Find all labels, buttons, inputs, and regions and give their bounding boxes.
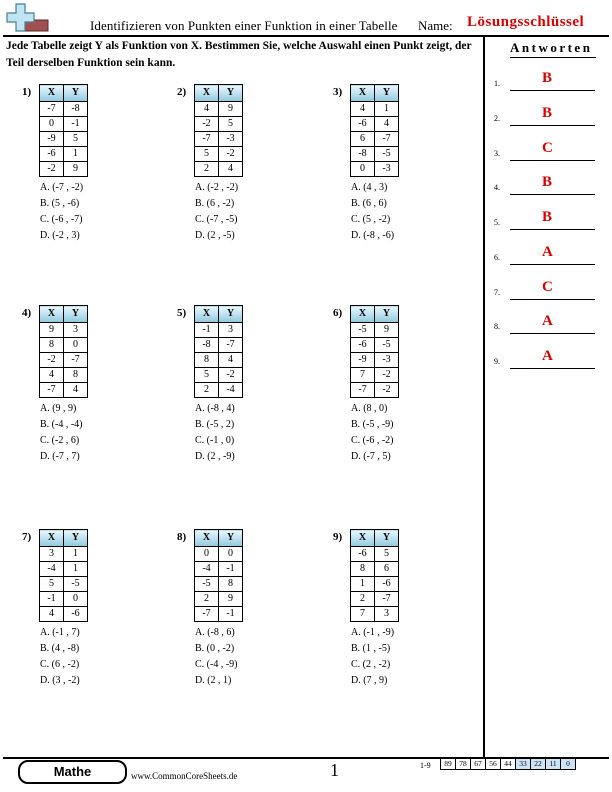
table-row — [40, 102, 88, 117]
table-row — [195, 383, 243, 398]
answer-row — [494, 244, 604, 267]
y-cell: 4 — [375, 117, 399, 132]
y-cell: 9 — [64, 162, 88, 177]
y-cell: -1 — [64, 117, 88, 132]
y-cell: 9 — [375, 323, 399, 338]
answer-option[interactable]: D. (-7 , 7) — [40, 451, 80, 462]
answer-option[interactable]: B. (4 , -8) — [40, 643, 80, 654]
y-cell: -7 — [219, 338, 243, 353]
table-row — [351, 592, 399, 607]
x-cell: -7 — [351, 383, 375, 398]
x-header: X — [40, 306, 64, 323]
problem — [177, 82, 317, 252]
x-cell: -1 — [195, 323, 219, 338]
worksheet-logo — [6, 3, 70, 35]
x-cell: 6 — [351, 132, 375, 147]
xy-table — [194, 529, 243, 622]
y-cell: 9 — [219, 102, 243, 117]
table-row — [40, 368, 88, 383]
table-row — [40, 162, 88, 177]
xy-table — [39, 84, 88, 177]
x-cell: -7 — [195, 132, 219, 147]
y-cell: -6 — [64, 607, 88, 622]
answer-value: C — [542, 140, 553, 156]
table-row — [40, 547, 88, 562]
y-cell: 4 — [64, 383, 88, 398]
x-cell: -6 — [351, 338, 375, 353]
x-cell: 9 — [40, 323, 64, 338]
x-cell: -6 — [40, 147, 64, 162]
answer-options — [40, 625, 80, 689]
x-cell: -5 — [351, 323, 375, 338]
y-header: Y — [375, 306, 399, 323]
problem-number: 1) — [22, 86, 32, 98]
x-cell: 8 — [195, 353, 219, 368]
header-divider — [3, 35, 609, 37]
answer-line[interactable] — [510, 333, 595, 334]
problem-number: 5) — [177, 307, 187, 319]
xy-table — [194, 305, 243, 398]
y-cell: 9 — [219, 592, 243, 607]
problem — [333, 527, 473, 697]
x-cell: 3 — [40, 547, 64, 562]
xy-table — [350, 305, 399, 398]
answer-value: C — [542, 279, 553, 295]
x-header: X — [40, 530, 64, 547]
x-header: X — [40, 85, 64, 102]
table-row — [351, 607, 399, 622]
answer-option[interactable]: B. (1 , -5) — [351, 643, 391, 654]
answer-number: 7. — [494, 288, 500, 297]
y-cell: -2 — [375, 368, 399, 383]
table-row — [195, 162, 243, 177]
x-cell: 8 — [351, 562, 375, 577]
table-row — [351, 383, 399, 398]
answer-line[interactable] — [510, 125, 595, 126]
answer-option[interactable]: D. (7 , 9) — [351, 675, 388, 686]
y-cell: -7 — [375, 592, 399, 607]
y-cell: 0 — [64, 338, 88, 353]
answer-options — [40, 401, 83, 465]
answer-line[interactable] — [510, 90, 595, 91]
score-cell: 11 — [546, 759, 561, 770]
y-header: Y — [219, 530, 243, 547]
x-cell: 5 — [195, 147, 219, 162]
table-row — [40, 383, 88, 398]
table-row — [40, 117, 88, 132]
table-row — [40, 607, 88, 622]
table-row — [351, 132, 399, 147]
answer-option[interactable]: C. (5 , -2) — [351, 214, 391, 225]
y-cell: -2 — [219, 368, 243, 383]
score-cell: 0 — [561, 759, 576, 770]
x-cell: 0 — [195, 547, 219, 562]
problem — [22, 82, 162, 252]
y-cell: -1 — [219, 607, 243, 622]
x-cell: -7 — [40, 102, 64, 117]
x-cell: 2 — [195, 162, 219, 177]
answer-row — [494, 209, 604, 232]
y-cell: 6 — [375, 562, 399, 577]
table-row — [40, 147, 88, 162]
x-cell: -9 — [351, 353, 375, 368]
y-cell: 3 — [219, 323, 243, 338]
answer-option[interactable]: D. (2 , 1) — [195, 675, 232, 686]
problem-number: 7) — [22, 531, 32, 543]
answer-option[interactable]: A. (8 , 0) — [351, 403, 388, 414]
y-cell: -6 — [375, 577, 399, 592]
website-text: www.CommonCoreSheets.de — [131, 771, 238, 781]
answer-option[interactable]: D. (2 , -5) — [195, 230, 235, 241]
table-row — [40, 338, 88, 353]
answer-option[interactable]: A. (-1 , -9) — [351, 627, 395, 638]
answer-option[interactable]: A. (-1 , 7) — [40, 627, 80, 638]
x-cell: 4 — [351, 102, 375, 117]
y-cell: 8 — [219, 577, 243, 592]
y-cell: 1 — [64, 147, 88, 162]
x-cell: -2 — [40, 162, 64, 177]
y-cell: -2 — [375, 383, 399, 398]
answers-title: Antworten — [510, 40, 593, 55]
answer-option[interactable]: C. (2 , -2) — [351, 659, 391, 670]
x-cell: 4 — [40, 368, 64, 383]
x-cell: -2 — [195, 117, 219, 132]
y-header: Y — [64, 85, 88, 102]
table-row — [195, 102, 243, 117]
answer-options — [195, 625, 238, 689]
answer-value: B — [542, 105, 553, 121]
answer-line[interactable] — [510, 264, 595, 265]
y-cell: 5 — [375, 547, 399, 562]
y-cell: 1 — [375, 102, 399, 117]
answer-column-divider — [483, 35, 485, 758]
answer-option[interactable]: B. (-4 , -4) — [40, 419, 83, 430]
x-cell: -6 — [351, 117, 375, 132]
answer-option[interactable]: A. (4 , 3) — [351, 182, 388, 193]
answer-option[interactable]: C. (6 , -2) — [40, 659, 80, 670]
answer-option[interactable]: A. (9 , 9) — [40, 403, 77, 414]
x-cell: -4 — [195, 562, 219, 577]
xy-table — [350, 84, 399, 177]
answer-row — [494, 105, 604, 128]
answer-value: A — [542, 348, 553, 364]
table-row — [351, 162, 399, 177]
y-cell: -3 — [219, 132, 243, 147]
y-cell: 1 — [64, 562, 88, 577]
answer-line[interactable] — [510, 194, 595, 195]
table-row — [195, 147, 243, 162]
y-cell: 4 — [219, 162, 243, 177]
x-cell: -1 — [40, 592, 64, 607]
answer-option[interactable]: B. (5 , -6) — [40, 198, 80, 209]
x-cell: 4 — [195, 102, 219, 117]
answers-title-underline — [510, 57, 596, 58]
x-cell: -5 — [195, 577, 219, 592]
table-row — [195, 607, 243, 622]
problem — [333, 303, 473, 473]
table-row — [351, 323, 399, 338]
answer-line[interactable] — [510, 229, 595, 230]
answer-value: A — [542, 244, 553, 260]
x-header: X — [351, 530, 375, 547]
y-cell: 5 — [64, 132, 88, 147]
y-header: Y — [219, 85, 243, 102]
y-cell: 8 — [64, 368, 88, 383]
answer-options — [351, 625, 394, 689]
table-row — [351, 147, 399, 162]
answer-option[interactable]: A. (-2 , -2) — [195, 182, 239, 193]
problem-number: 8) — [177, 531, 187, 543]
y-cell: 0 — [64, 592, 88, 607]
answer-row — [494, 174, 604, 197]
x-header: X — [195, 85, 219, 102]
table-row — [40, 592, 88, 607]
y-cell: 0 — [219, 547, 243, 562]
table-row — [351, 117, 399, 132]
y-header: Y — [64, 530, 88, 547]
score-cell: 89 — [441, 759, 456, 770]
y-cell: -1 — [219, 562, 243, 577]
x-header: X — [195, 306, 219, 323]
y-cell: -8 — [64, 102, 88, 117]
answer-number: 6. — [494, 253, 500, 262]
answer-row — [494, 70, 604, 93]
answer-option[interactable]: C. (-2 , 6) — [40, 435, 80, 446]
table-row — [195, 338, 243, 353]
x-cell: 2 — [195, 592, 219, 607]
table-row — [195, 117, 243, 132]
answer-option[interactable]: C. (-1 , 0) — [195, 435, 235, 446]
problem-number: 2) — [177, 86, 187, 98]
table-row — [40, 577, 88, 592]
answer-option[interactable]: C. (-7 , -5) — [195, 214, 238, 225]
problem-number: 3) — [333, 86, 343, 98]
answer-row — [494, 279, 604, 302]
y-cell: 4 — [219, 353, 243, 368]
answer-option[interactable]: A. (-7 , -2) — [40, 182, 84, 193]
y-header: Y — [375, 530, 399, 547]
answer-row — [494, 313, 604, 336]
x-cell: 0 — [40, 117, 64, 132]
x-cell: -8 — [195, 338, 219, 353]
answer-option[interactable]: D. (3 , -2) — [40, 675, 80, 686]
problem — [22, 303, 162, 473]
answer-option[interactable]: D. (-7 , 5) — [351, 451, 391, 462]
y-cell: -3 — [375, 353, 399, 368]
answer-number: 8. — [494, 322, 500, 331]
x-cell: -2 — [40, 353, 64, 368]
problem — [22, 527, 162, 697]
y-header: Y — [64, 306, 88, 323]
x-cell: -9 — [40, 132, 64, 147]
score-cell: 67 — [471, 759, 486, 770]
y-cell: 5 — [219, 117, 243, 132]
table-row — [195, 353, 243, 368]
x-cell: 7 — [351, 368, 375, 383]
worksheet-title: Identifizieren von Punkten einer Funktion in einer Tabelle — [90, 18, 398, 33]
name-label: Name: — [418, 18, 453, 33]
answer-option[interactable]: D. (-8 , -6) — [351, 230, 395, 241]
x-cell: 7 — [351, 607, 375, 622]
table-row — [40, 353, 88, 368]
score-cell: 78 — [456, 759, 471, 770]
answer-number: 3. — [494, 149, 500, 158]
answer-number: 4. — [494, 183, 500, 192]
x-cell: 1 — [351, 577, 375, 592]
y-cell: 1 — [64, 547, 88, 562]
answer-option[interactable]: B. (-5 , -9) — [351, 419, 394, 430]
score-cell: 56 — [486, 759, 501, 770]
xy-table — [39, 529, 88, 622]
table-row — [195, 547, 243, 562]
xy-table — [350, 529, 399, 622]
answer-line[interactable] — [510, 160, 595, 161]
answer-option[interactable]: B. (6 , 6) — [351, 198, 387, 209]
page-number: 1 — [330, 760, 339, 780]
answer-options — [40, 180, 83, 244]
answer-option[interactable]: D. (2 , -9) — [195, 451, 235, 462]
x-header: X — [351, 85, 375, 102]
problem — [333, 82, 473, 252]
y-cell: -3 — [375, 162, 399, 177]
y-cell: -2 — [219, 147, 243, 162]
y-cell: 3 — [64, 323, 88, 338]
answer-option[interactable]: B. (-5 , 2) — [195, 419, 235, 430]
answer-option[interactable]: C. (-4 , -9) — [195, 659, 238, 670]
y-header: Y — [219, 306, 243, 323]
x-cell: 0 — [351, 162, 375, 177]
answer-number: 9. — [494, 357, 500, 366]
x-cell: 5 — [195, 368, 219, 383]
x-cell: -4 — [40, 562, 64, 577]
x-cell: -7 — [195, 607, 219, 622]
answer-options — [195, 401, 235, 465]
answer-number: 2. — [494, 114, 500, 123]
y-cell: -7 — [64, 353, 88, 368]
problem — [177, 527, 317, 697]
y-cell: -4 — [219, 383, 243, 398]
answer-option[interactable]: A. (-8 , 4) — [195, 403, 235, 414]
answer-options — [195, 180, 238, 244]
x-cell: -8 — [351, 147, 375, 162]
y-cell: 3 — [375, 607, 399, 622]
x-cell: 4 — [40, 607, 64, 622]
answer-value: B — [542, 209, 553, 225]
table-row — [195, 368, 243, 383]
table-row — [351, 547, 399, 562]
table-row — [195, 323, 243, 338]
score-cell: 33 — [516, 759, 531, 770]
problem-number: 9) — [333, 531, 343, 543]
xy-table — [39, 305, 88, 398]
x-header: X — [351, 306, 375, 323]
x-cell: 2 — [351, 592, 375, 607]
answer-number: 5. — [494, 218, 500, 227]
table-row — [351, 338, 399, 353]
table-row — [195, 562, 243, 577]
answer-option[interactable]: D. (-2 , 3) — [40, 230, 80, 241]
table-row — [195, 592, 243, 607]
problem — [177, 303, 317, 473]
y-cell: -5 — [64, 577, 88, 592]
score-range: 1-9 — [420, 761, 431, 770]
subject-badge: Mathe — [18, 760, 127, 784]
answer-row — [494, 348, 604, 371]
answer-row — [494, 140, 604, 163]
table-row — [351, 368, 399, 383]
answer-line[interactable] — [510, 299, 595, 300]
answer-line[interactable] — [510, 368, 595, 369]
table-row — [351, 577, 399, 592]
table-row — [195, 132, 243, 147]
problem-number: 4) — [22, 307, 32, 319]
answer-option[interactable]: A. (-8 , 6) — [195, 627, 235, 638]
answer-key-label: Lösungsschlüssel — [467, 14, 585, 30]
answer-value: A — [542, 313, 553, 329]
x-cell: 2 — [195, 383, 219, 398]
x-cell: -7 — [40, 383, 64, 398]
answer-option[interactable]: B. (6 , -2) — [195, 198, 235, 209]
xy-table — [194, 84, 243, 177]
answer-option[interactable]: B. (0 , -2) — [195, 643, 235, 654]
x-header: X — [195, 530, 219, 547]
table-row — [40, 562, 88, 577]
x-cell: -6 — [351, 547, 375, 562]
score-table — [440, 758, 576, 770]
answer-value: B — [542, 174, 553, 190]
answer-option[interactable]: C. (-6 , -7) — [40, 214, 83, 225]
table-row — [351, 102, 399, 117]
answer-number: 1. — [494, 79, 500, 88]
score-cell: 44 — [501, 759, 516, 770]
y-cell: -5 — [375, 147, 399, 162]
table-row — [40, 132, 88, 147]
answer-option[interactable]: C. (-6 , -2) — [351, 435, 394, 446]
table-row — [195, 577, 243, 592]
table-row — [351, 562, 399, 577]
answer-options — [351, 401, 394, 465]
instructions: Jede Tabelle zeigt Y als Funktion von X. Bestimmen Sie, welche Auswahl einen Punkt zeigt, der Teil derselben Funktion sein kann. — [6, 40, 472, 69]
answer-options — [351, 180, 394, 244]
y-cell: -7 — [375, 132, 399, 147]
x-cell: 8 — [40, 338, 64, 353]
y-header: Y — [375, 85, 399, 102]
score-cell: 22 — [531, 759, 546, 770]
problem-number: 6) — [333, 307, 343, 319]
table-row — [351, 353, 399, 368]
x-cell: 5 — [40, 577, 64, 592]
y-cell: -5 — [375, 338, 399, 353]
answer-value: B — [542, 70, 553, 86]
table-row — [40, 323, 88, 338]
